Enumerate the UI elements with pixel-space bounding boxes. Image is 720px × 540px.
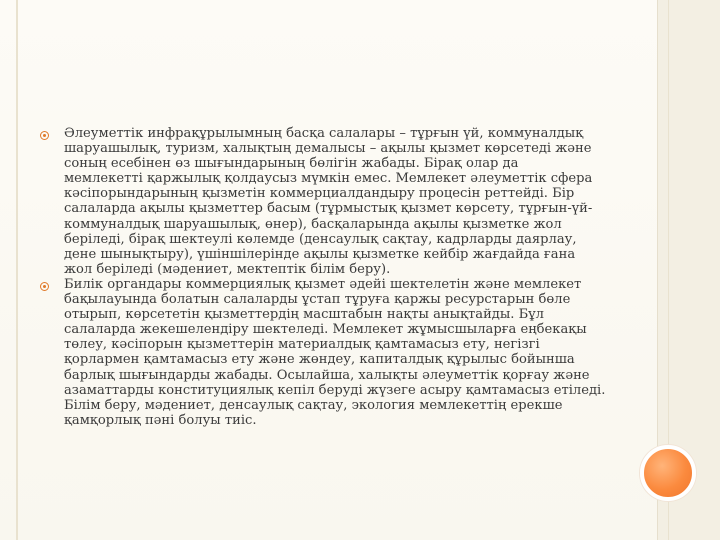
text-line: дене шынықтыру), үшіншілерінде ақылы қызметке кейбір жағдайда ғана [64, 246, 576, 262]
bullet-text-1 [64, 126, 628, 277]
text-line: мемлекетті қаржылық қолдаусыз мүмкін емес. Мемлекет әлеуметтік сфера [64, 171, 593, 187]
text-line: шаруашылық, туризм, халықтың демалысы – ақылы қызмет көрсетеді және [64, 141, 592, 157]
text-line: жол беріледі (мәдениет, мектептік білім беру). [64, 261, 391, 277]
orange-circle-decoration [640, 445, 696, 501]
bullet-item-2 [40, 277, 628, 428]
text-line: Билік органдары коммерциялық қызмет әдейі шектелетін және мемлекет [64, 276, 582, 292]
text-line: Әлеуметтік инфрақұрылымның басқа салалары – тұрғын үй, коммуналдық [64, 126, 584, 141]
text-line: коммуналдық шаруашылық, өнер), басқаларында ақылы қызметке жол [64, 216, 562, 232]
text-line: қамқорлық пәні болуы тиіс. [64, 412, 257, 428]
text-line: беріледі, бірақ шектеулі көлемде (денсаулық сақтау, кадрларды даярлау, [64, 231, 577, 247]
circle-bullet-icon [40, 131, 49, 140]
text-line: төлеу, кәсіпорын қызметтерін материалдық қамтамасыз ету, негізгі [64, 337, 540, 353]
text-line: бақылауында болатын салаларды ұстап тұруға қаржы ресурстарын бөле [64, 292, 571, 308]
text-line: қорлармен қамтамасыз ету және жөндеу, капиталдық құрылыс бойынша [64, 352, 575, 368]
text-line: барлық шығындарды жабады. Осылайша, халықты әлеуметтік қорғау және [64, 367, 590, 383]
text-line: салаларда ақылы қызметтер басым (тұрмыстық қызмет көрсету, тұрғын-үй- [64, 201, 593, 217]
left-rule [16, 0, 18, 540]
circle-bullet-icon [40, 282, 49, 291]
text-line: кәсіпорындарының қызметін коммерциалдандыру процесін реттейді. Бір [64, 186, 575, 202]
text-line: Білім беру, мәдениет, денсаулық сақтау, экология мемлекеттің ерекше [64, 397, 563, 413]
text-line: соның есебінен өз шығындарының бөлігін жабады. Бірақ олар да [64, 156, 519, 172]
bullet-text-2 [64, 277, 628, 428]
bullet-item-1 [40, 126, 628, 277]
slide-content [40, 126, 628, 428]
text-line: салаларда жекешелендіру шектеледі. Мемлекет жұмысшыларға еңбекақы [64, 322, 587, 338]
text-line: отырып, көрсететін қызметтердің масштабын нақты анықтайды. Бұл [64, 307, 544, 323]
text-line: азаматтарды конституциялық кепіл беруді жүзеге асыру қамтамасыз етіледі. [64, 382, 606, 398]
